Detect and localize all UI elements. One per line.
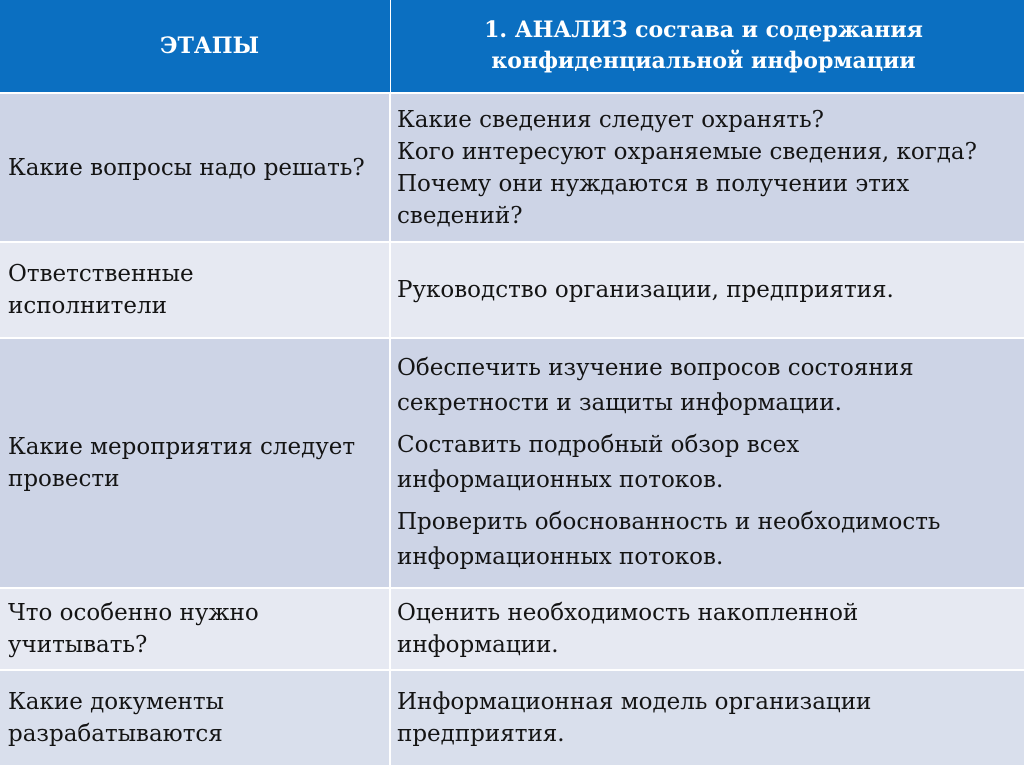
question-text: исполнители: [8, 293, 167, 319]
answer-paragraph: [397, 428, 1016, 498]
answer-line: Оценить необходимость накопленной: [397, 600, 859, 626]
question-text: разрабатываются: [8, 721, 223, 747]
answer-paragraph: [397, 274, 1016, 306]
header-analysis: [391, 0, 1024, 94]
answer-paragraph: [397, 351, 1016, 421]
question-cell: [0, 589, 391, 671]
answer-line: Кого интересуют охраняемые сведения, когда?: [397, 138, 977, 165]
question-text: Ответственные: [8, 261, 194, 287]
question-cell: [0, 671, 391, 767]
question-text: Какие вопросы надо решать?: [8, 154, 365, 181]
header-analysis-line: 1. АНАЛИЗ состава и содержания: [484, 17, 923, 43]
question-text: Какие документы: [8, 689, 224, 715]
answer-paragraph: [397, 104, 1016, 232]
answer-line: Руководство организации, предприятия.: [397, 277, 894, 303]
answer-cell: [391, 671, 1024, 767]
question-cell: [0, 94, 391, 243]
answer-line: информационных потоков.: [397, 544, 724, 570]
question-text: Какие мероприятия следует: [8, 434, 356, 460]
answer-line: Какие сведения следует охранять?: [397, 106, 824, 133]
answer-paragraph: [397, 597, 1016, 661]
header-analysis-line: конфиденциальной информации: [491, 48, 916, 74]
answer-cell: [391, 589, 1024, 671]
header-stages-label: ЭТАПЫ: [160, 32, 259, 59]
answer-line: Обеспечить изучение вопросов состояния: [397, 355, 914, 381]
answer-line: секретности и защиты информации.: [397, 390, 842, 416]
answer-line: Проверить обоснованность и необходимость: [397, 509, 941, 535]
question-cell: [0, 339, 391, 589]
question-text: учитывать?: [8, 632, 148, 658]
answer-cell: [391, 243, 1024, 339]
answer-line: информации.: [397, 632, 559, 658]
header-stages: [0, 0, 391, 94]
answer-line: Составить подробный обзор всех: [397, 432, 800, 458]
answer-line: Почему они нуждаются в получении этих: [397, 170, 910, 197]
answer-paragraph: [397, 505, 1016, 575]
answer-line: информационных потоков.: [397, 467, 724, 493]
answer-cell: [391, 94, 1024, 243]
answer-line: сведений?: [397, 202, 523, 229]
answer-cell: [391, 339, 1024, 589]
answer-line: предприятия.: [397, 721, 565, 747]
question-text: провести: [8, 466, 120, 492]
answer-line: Информационная модель организации: [397, 689, 872, 715]
question-cell: [0, 243, 391, 339]
question-text: Что особенно нужно: [8, 600, 259, 626]
answer-paragraph: [397, 686, 1016, 750]
